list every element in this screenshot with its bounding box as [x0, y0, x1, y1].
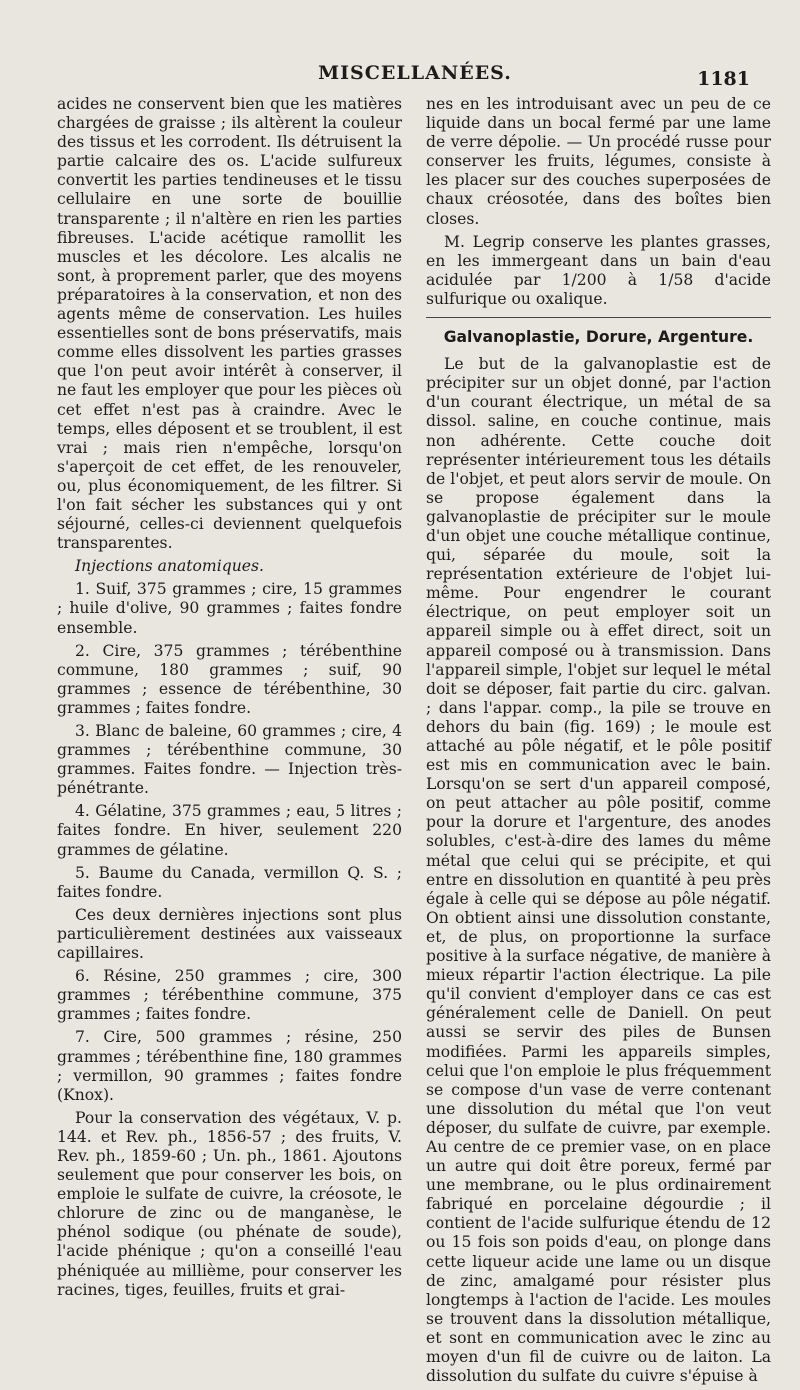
running-head: MISCELLANÉES. [318, 62, 512, 84]
recipe-5: 5. Baume du Canada, vermillon Q. S. ; faites fondre. [57, 863, 402, 901]
paragraph: nes en les introduisant avec un peu de ce liquide dans un bocal fermé par une lame de verre dépolie. — Un procédé russe pour conserver les fruits, légumes, consiste à les placer sur des couches superposées de chaux créosotée, dans des boîtes bien closes. [426, 95, 771, 228]
paragraph: Le but de la galvanoplastie est de précipiter sur un objet donné, par l'action d'un courant électrique, un métal de sa dissol. saline, en couche continue, mais non adhérente. Cette couche doit représenter intérieurement tous les détails de l'objet, et peut alors servir de moule. On se propose également dans la galvanoplastie de précipiter sur le moule d'un objet une couche métallique continue, qui, séparée du moule, soit la représentation extérieure de l'objet lui-même. Pour engendrer le courant électrique, on peut employer soit un appareil simple ou à effet direct, soit un appareil composé ou à transmission. Dans l'appareil simple, l'objet sur lequel le métal doit se déposer, fait partie du circ. galvan. ; dans l'appar. comp., la pile se trouve en dehors du bain (fig. 169) ; le moule est attaché au pôle négatif, et le pôle positif est mis en communication avec le bain. Lorsqu'on se sert d'un appareil composé, on peut attacher au pôle positif, comme pour la dorure et l'argenture, des anodes solubles, c'est-à-dire des lames du même métal que celui qui se précipite, et qui entre en dissolution en quantité à peu près égale à celle qui se dépose au pôle négatif. On obtient ainsi une dissolution constante, et, de plus, on proportionne la surface positive à la surface négative, de manière à mieux répartir l'action électrique. La pile qu'il convient d'employer dans ce cas est généralement celle de Daniell. On peut aussi se servir des piles de Bunsen modifiées. Parmi les appareils simples, celui que l'on emploie le plus fréquemment se compose d'un vase de verre contenant une dissolution du métal que l'on veut déposer, du sulfate de cuivre, par exemple. Au centre de ce premier vase, on en place un autre qui doit être poreux, fermé par une membrane, ou le plus ordinairement fabriqué en porcelaine dégourdie ; il contient de l'acide sulfurique étendu de 12 ou 15 fois son poids d'eau, on plonge dans cette liqueur acide une lame ou un disque de zinc, amalgamé pour résister plus longtemps à l'action de l'acide. Les moules se trouvent dans la dissolution métallique, et sont en communication avec le zinc au moyen d'un fil de cuivre ou de laiton. La dissolution du sulfate du cuivre s'épuise à [426, 355, 771, 1386]
paragraph: M. Legrip conserve les plantes grasses, en les immergeant dans un bain d'eau acidulée par 1/200 à 1/58 d'acide sulfurique ou oxalique. [426, 232, 771, 308]
paragraph: Pour la conservation des végétaux, V. p. 144. et Rev. ph., 1856-57 ; des fruits, V. Rev. ph., 1859-60 ; Un. ph., 1861. Ajoutons seulement que pour conserver les bois, on emploie le sulfate de cuivre, la créosote, le chlorure de zinc ou de manganèse, le phénol sodique (ou phénate de soude), l'acide phénique ; qu'on a conseillé l'eau phéniquée au millième, pour conserver les racines, tiges, feuilles, fruits et grai- [57, 1108, 402, 1299]
section-title: Galvanoplastie, Dorure, Argenture. [443, 328, 754, 347]
paragraph: acides ne conservent bien que les matières chargées de graisse ; ils altèrent la couleur des tissus et les corrodent. Ils détruisent la partie calcaire des os. L'acide sulfureux convertit les parties tendineuses et le tissu cellulaire en une sorte de bouillie transparente ; il n'altère en rien les parties fibreuses. L'acide acétique ramollit les muscles et les décolore. Les alcalis ne sont, à proprement parler, que des moyens préparatoires à la conservation, et non des agents même de conservation. Les huiles essentielles sont de bons préservatifs, mais comme elles dissolvent les parties grasses que l'on peut avoir intérêt à conserver, il ne faut les employer que pour les pièces où cet effet n'est pas à craindre. Avec le temps, elles déposent et se troublent, il est vrai ; mais rien n'empêche, lorsqu'on s'aperçoit de cet effet, de les renouveler, ou, plus économiquement, de les filtrer. Si l'on fait sécher les substances qui y ont séjourné, celles-ci deviennent quelquefois transparentes. [57, 95, 402, 553]
recipe-4: 4. Gélatine, 375 grammes ; eau, 5 litres ; faites fondre. En hiver, seulement 220 grammes de gélatine. [57, 802, 402, 859]
page-number: 1181 [697, 68, 750, 90]
recipe-7: 7. Cire, 500 grammes ; résine, 250 grammes ; térébenthine fine, 180 grammes ; vermillon, 90 grammes ; faites fondre (Knox). [57, 1028, 402, 1104]
left-column [57, 95, 402, 1304]
page-header [70, 62, 760, 92]
recipe-2: 2. Cire, 375 grammes ; térébenthine commune, 180 grammes ; suif, 90 grammes ; essence de térébenthine, 30 grammes ; faites fondre. [57, 641, 402, 717]
subheading-injections: Injections anatomiques. [75, 557, 264, 576]
recipe-1: 1. Suif, 375 grammes ; cire, 15 grammes ; huile d'olive, 90 grammes ; faites fondre ensemble. [57, 580, 402, 637]
recipe-6: 6. Résine, 250 grammes ; cire, 300 grammes ; térébenthine commune, 375 grammes ; faites fondre. [57, 967, 402, 1024]
right-column [426, 95, 771, 1390]
section-divider [426, 317, 771, 318]
recipe-3: 3. Blanc de baleine, 60 grammes ; cire, 4 grammes ; térébenthine commune, 30 grammes. Faites fondre. — Injection très-pénétrante. [57, 722, 402, 798]
recipe-note: Ces deux dernières injections sont plus particulièrement destinées aux vaisseaux capillaires. [57, 905, 402, 963]
